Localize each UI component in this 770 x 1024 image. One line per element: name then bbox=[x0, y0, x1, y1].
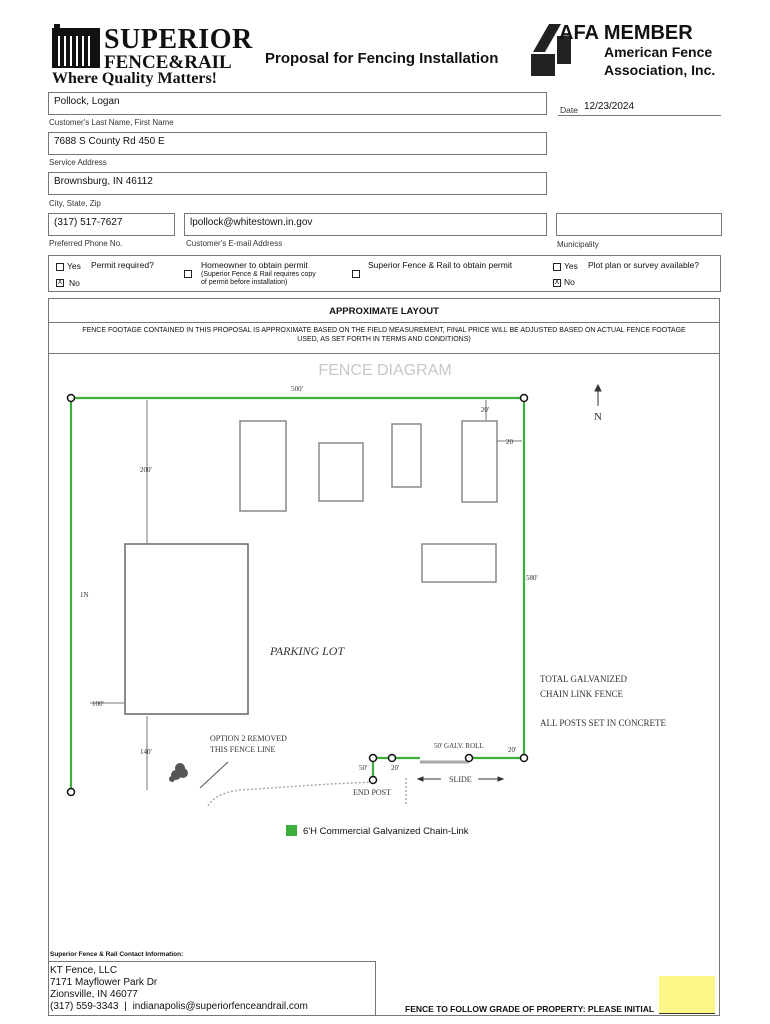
contact-company: KT Fence, LLC bbox=[50, 965, 118, 976]
permit-no-checkbox[interactable]: X bbox=[57, 278, 63, 286]
dimension-lines bbox=[90, 400, 522, 790]
city-state-zip-field[interactable]: Brownsburg, IN 46112 bbox=[48, 172, 547, 195]
layout-title: APPROXIMATE LAYOUT bbox=[329, 306, 439, 317]
superior-permit-label: Superior Fence & Rail to obtain permit bbox=[368, 260, 513, 270]
fence-line-main bbox=[71, 398, 524, 792]
dim-left-upper: 200' bbox=[140, 466, 152, 474]
contact-city: Zionsville, IN 46077 bbox=[50, 989, 138, 1000]
option-note-1: OPTION 2 REMOVED bbox=[210, 734, 287, 743]
dim-lower-left: 140' bbox=[140, 748, 152, 756]
contact-phone: (317) 559-3343 bbox=[50, 1001, 119, 1012]
slide-label: SLIDE bbox=[449, 775, 472, 784]
building bbox=[392, 424, 421, 487]
service-address-field[interactable]: 7688 S County Rd 450 E bbox=[48, 132, 547, 155]
building-large bbox=[125, 544, 248, 714]
grade-note: FENCE TO FOLLOW GRADE OF PROPERTY: PLEASE INITIAL bbox=[405, 1004, 655, 1014]
plot-question-label: Plot plan or survey available? bbox=[588, 260, 700, 270]
contact-phone-email bbox=[50, 1001, 308, 1012]
brand-line-2: FENCE&RAIL bbox=[104, 52, 232, 73]
afa-line-2: American Fence bbox=[604, 44, 713, 60]
post bbox=[68, 395, 75, 402]
post bbox=[370, 777, 377, 784]
phone-caption: Preferred Phone No. bbox=[49, 239, 123, 248]
dim-right: 580' bbox=[526, 574, 538, 582]
document-title: Proposal for Fencing Installation bbox=[265, 50, 499, 67]
afa-line-3: Association, Inc. bbox=[604, 62, 716, 78]
note-chain-link: CHAIN LINK FENCE bbox=[540, 689, 623, 699]
contact-title: Superior Fence & Rail Contact Information: bbox=[50, 951, 184, 958]
option-note-2: THIS FENCE LINE bbox=[210, 745, 276, 754]
plot-yes-label: Yes bbox=[564, 261, 578, 271]
building bbox=[319, 443, 363, 501]
brand-line-1: SUPERIOR bbox=[104, 24, 253, 55]
post bbox=[466, 755, 473, 762]
dim-gate-b: 20' bbox=[391, 764, 400, 772]
email-caption: Customer's E-mail Address bbox=[186, 239, 283, 248]
city-state-zip-caption: City, State, Zip bbox=[49, 199, 101, 208]
note-total: TOTAL GALVANIZED bbox=[540, 674, 628, 684]
post bbox=[521, 755, 528, 762]
permit-required-label: Permit required? bbox=[91, 260, 154, 270]
date-field[interactable]: 12/23/2024 bbox=[584, 101, 635, 112]
north-label: N bbox=[594, 411, 602, 423]
dim-top-right: 20' bbox=[480, 406, 490, 414]
municipality-caption: Municipality bbox=[557, 240, 599, 249]
customer-name-field[interactable]: Pollock, Logan bbox=[48, 92, 547, 115]
post bbox=[521, 395, 528, 402]
tree-icon bbox=[169, 763, 188, 782]
option-arrow bbox=[200, 762, 228, 788]
dim-top: 500' bbox=[291, 385, 303, 393]
diagram-watermark: FENCE DIAGRAM bbox=[318, 362, 452, 379]
permit-no-label: No bbox=[69, 278, 80, 288]
building bbox=[240, 421, 286, 511]
homeowner-permit-label: Homeowner to obtain permit bbox=[201, 260, 308, 270]
end-post-label: END POST bbox=[353, 788, 392, 797]
building bbox=[422, 544, 496, 582]
service-address-caption: Service Address bbox=[49, 158, 107, 167]
contact-street: 7171 Mayflower Park Dr bbox=[50, 977, 158, 988]
plot-no-checkbox[interactable]: X bbox=[554, 278, 560, 286]
phone-field[interactable]: (317) 517-7627 bbox=[48, 213, 175, 236]
tagline: Where Quality Matters! bbox=[52, 70, 217, 87]
legend-label: 6'H Commercial Galvanized Chain-Link bbox=[303, 826, 469, 837]
gate-label: 50' GALV. ROLL bbox=[434, 742, 484, 750]
building bbox=[462, 421, 497, 502]
homeowner-permit-note-2: of permit before installation) bbox=[201, 279, 288, 286]
contact-email[interactable]: indianapolis@superiorfenceandrail.com bbox=[132, 1001, 308, 1012]
dim-left-stub: 100' bbox=[92, 700, 104, 708]
email-field[interactable]: lpollock@whitestown.in.gov bbox=[184, 213, 547, 236]
dim-bottom-gate: 20' bbox=[508, 746, 517, 754]
note-posts: ALL POSTS SET IN CONCRETE bbox=[540, 718, 667, 728]
homeowner-permit-note-1: (Superior Fence & Rail requires copy bbox=[201, 271, 316, 278]
post bbox=[389, 755, 396, 762]
parking-lot-label: PARKING LOT bbox=[270, 644, 345, 658]
layout-disclaimer-1: FENCE FOOTAGE CONTAINED IN THIS PROPOSAL IS APPROXIMATE BASED ON THE FIELD MEASUREMENT, FINAL PRICE WILL BE ADJUSTED BASED ON ACTUAL FENCE FOOTAGE bbox=[82, 327, 686, 334]
dim-gate-a: 50' bbox=[359, 764, 368, 772]
removed-fence-line bbox=[208, 782, 373, 806]
initial-underline bbox=[659, 1013, 715, 1014]
customer-name-caption: Customer's Last Name, First Name bbox=[49, 118, 174, 127]
post bbox=[68, 789, 75, 796]
legend-swatch bbox=[286, 825, 297, 836]
date-label: Date bbox=[560, 105, 578, 115]
afa-title: AFA MEMBER bbox=[559, 22, 693, 44]
fence-lines bbox=[71, 398, 524, 792]
plot-no-label: No bbox=[564, 277, 575, 287]
permit-yes-label: Yes bbox=[67, 261, 81, 271]
fence-posts bbox=[68, 395, 528, 796]
buildings bbox=[125, 421, 497, 714]
north-arrow-icon bbox=[595, 385, 601, 406]
layout-disclaimer-2: USED, AS SET FORTH IN TERMS AND CONDITIONS) bbox=[297, 336, 471, 343]
dim-left: 1N bbox=[80, 591, 89, 599]
post bbox=[370, 755, 377, 762]
contact-separator: | bbox=[124, 1001, 127, 1012]
dim-top-right-2: 20 bbox=[506, 438, 513, 446]
initial-field[interactable] bbox=[659, 976, 715, 1013]
